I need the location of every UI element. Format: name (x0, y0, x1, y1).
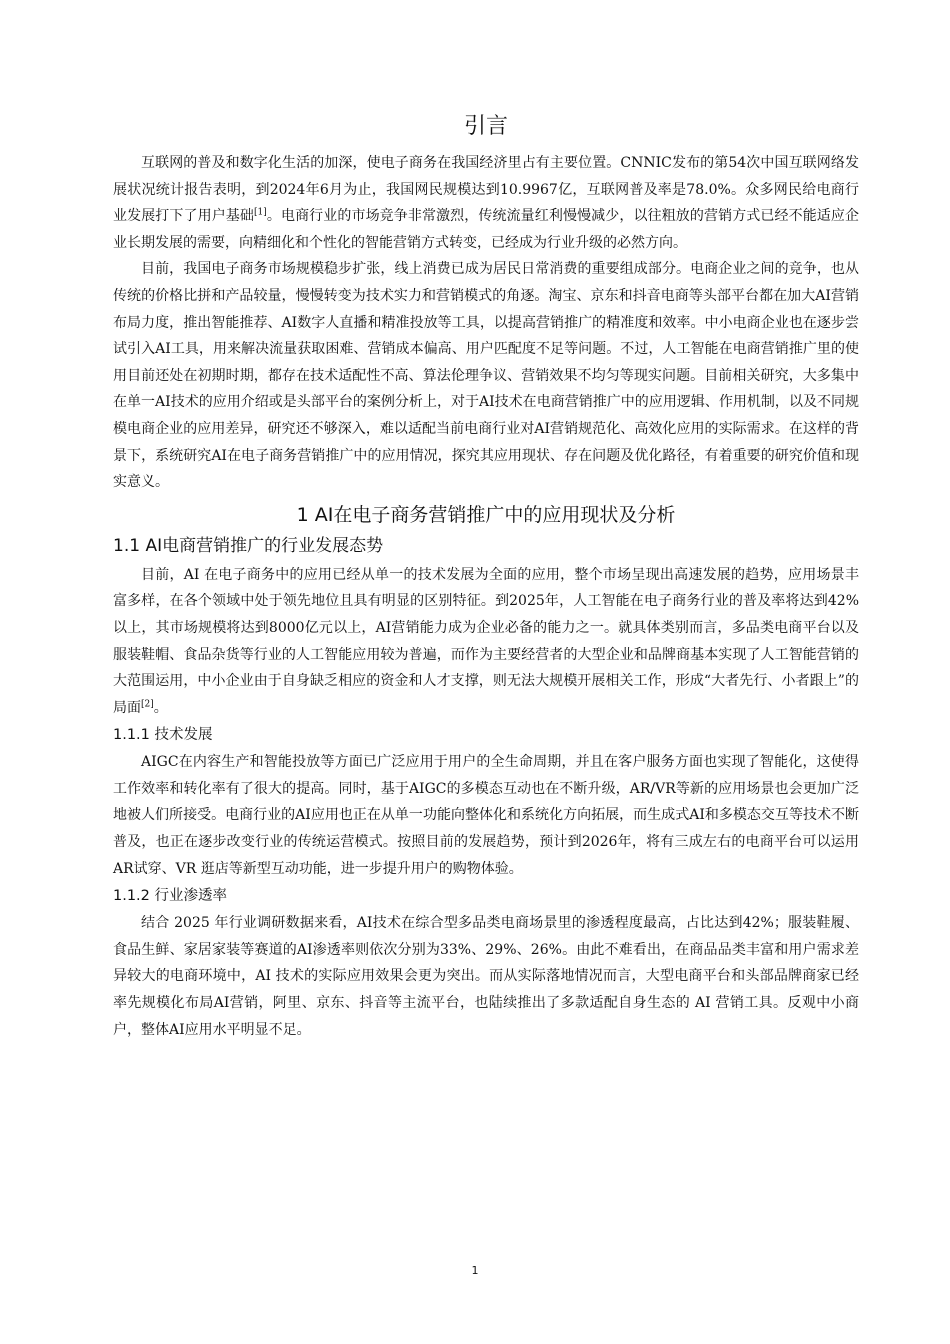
intro-paragraph-2: 目前，我国电子商务市场规模稳步扩张，线上消费已成为居民日常消费的重要组成部分。电商企业之间的竞争，也从传统的价格比拼和产品较量，慢慢转变为技术实力和营销模式的角逐。淘宝、京东和抖音电商等头部平台都在加大AI营销布局力度，推出智能推荐、AI数字人直播和精准投放等工具，以提高营销推广的精准度和效率。中小电商企业也在逐步尝试引入AI工具，用来解决流量获取困难、营销成本偏高、用户匹配度不足等问题。不过，人工智能在电商营销推广里的使用目前还处在初期时期，都存在技术适配性不高、算法伦理争议、营销效果不均匀等现实问题。目前相关研究，大多集中在单一AI技术的应用介绍或是头部平台的案例分析上，对于AI技术在电商营销推广中的应用逻辑、作用机制，以及不同规模电商企业的应用差异，研究还不够深入，难以适配当前电商行业对AI营销规范化、高效化应用的实际需求。在这样的背景下，系统研究AI在电子商务营销推广中的应用情况，探究其应用现状、存在问题及优化路径，有着重要的研究价值和现实意义。 (113, 261, 859, 491)
page-number: 1 (471, 1264, 479, 1277)
section-1-1-1-heading: 1.1.1 技术发展 (113, 727, 213, 744)
page-content (113, 112, 859, 1043)
page-title: 引言 (463, 114, 508, 139)
section-1-1-text-a: 目前，AI 在电子商务中的应用已经从单一的技术发展为全面的应用，整个市场呈现出高速发展的趋势，应用场景丰富多样，在各个领域中处于领先地位且具有明显的区别特征。到2025年，人工智能在电子商务行业的普及率将达到42%以上，其市场规模将达到8000亿元以上，AI营销能力成为企业必备的能力之一。就具体类别而言，多品类电商平台以及服装鞋帽、食品杂货等行业的人工智能应用较为普遍，而作为主要经营者的大型企业和品牌商基本实现了人工智能营销的大范围运用，中小企业由于自身缺乏相应的资金和人才支撑，则无法大规模开展相关工作，形成“大者先行、小者跟上”的局面 (113, 566, 859, 716)
section-1-1-2-heading: 1.1.2 行业渗透率 (113, 888, 228, 905)
section-1-heading: 1 AI在电子商务营销推广中的应用现状及分析 (296, 503, 676, 526)
section-1-1-paragraph (113, 562, 859, 722)
section-1-1-heading: 1.1 AI电商营销推广的行业发展态势 (113, 535, 384, 556)
intro-paragraph-1 (113, 150, 859, 256)
citation-2: [2] (141, 699, 154, 710)
intro-text-1b: 。电商行业的市场竞争非常激烈，传统流量红利慢慢减少，以往粗放的营销方式已经不能适应企业长期发展的需要，向精细化和个性化的智能营销方式转变，已经成为行业升级的必然方向。 (113, 208, 860, 251)
intro-text-1a: 互联网的普及和数字化生活的加深，使电子商务在我国经济里占有主要位置。CNNIC发布的第54次中国互联网络发展状况统计报告表明，到2024年6月为止，我国网民规模达到10.9967亿，互联网普及率是78.0%。众多网民给电商行业发展打下了用户基础 (113, 155, 859, 225)
citation-1: [1] (254, 207, 267, 218)
section-1-1-2-paragraph: 结合 2025 年行业调研数据来看，AI技术在综合型多品类电商场景里的渗透程度最高，占比达到42%；服装鞋履、食品生鲜、家居家装等赛道的AI渗透率则依次分别为33%、29%、26%。由此不难看出，在商品品类丰富和用户需求差异较大的电商环境中，AI 技术的实际应用效果会更为突出。而从实际落地情况而言，大型电商平台和头部品牌商家已经率先规模化布局AI营销，阿里、京东、抖音等主流平台，也陆续推出了多款适配自身生态的 AI 营销工具。反观中小商户，整体AI应用水平明显不足。 (113, 915, 859, 1038)
section-1-1-text-b: 。 (153, 699, 168, 716)
section-1-1-1-paragraph: AIGC在内容生产和智能投放等方面已广泛应用于用户的全生命周期，并且在客户服务方面也实现了智能化，这使得工作效率和转化率有了很大的提高。同时，基于AIGC的多模态互动也在不断升级，AR/VR等新的应用场景也会更加广泛地被人们所接受。电商行业的AI应用也正在从单一功能向整体化和系统化方向拓展，而生成式AI和多模态交互等技术不断普及，也正在逐步改变行业的传统运营模式。按照目前的发展趋势，预计到2026年，将有三成左右的电商平台可以运用 AR试穿、VR 逛店等新型互动功能，进一步提升用户的购物体验。 (113, 754, 859, 877)
